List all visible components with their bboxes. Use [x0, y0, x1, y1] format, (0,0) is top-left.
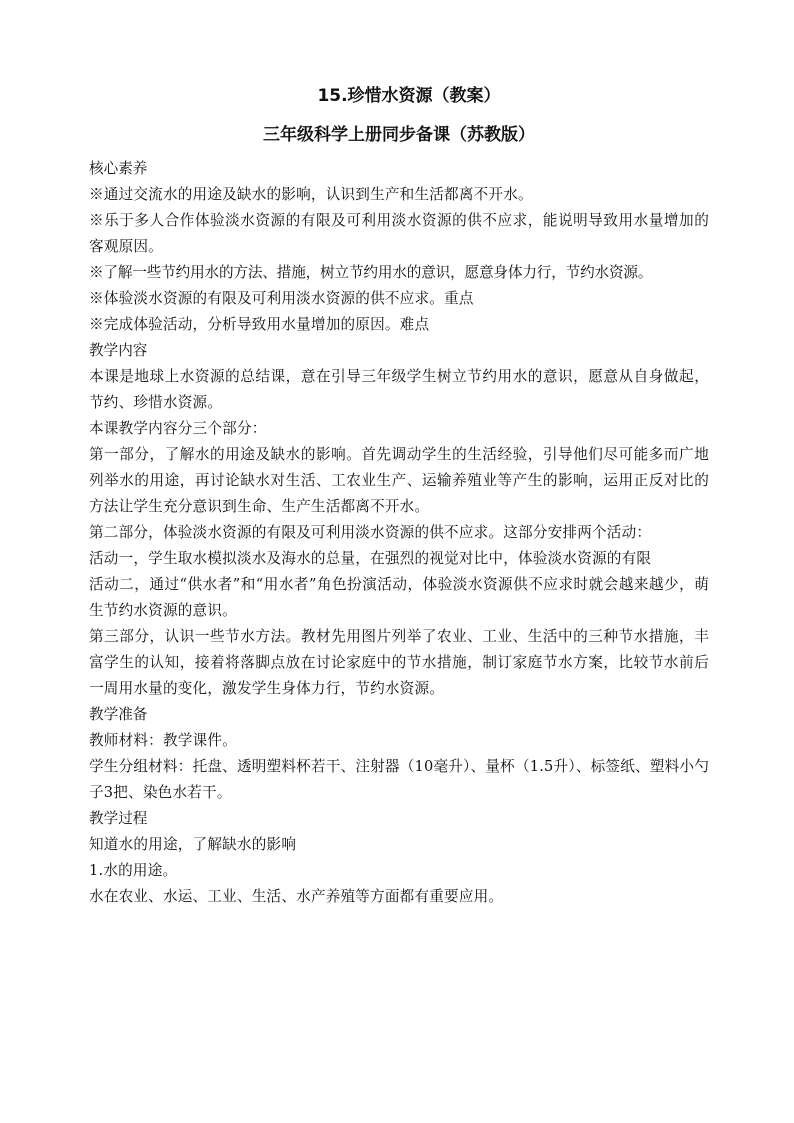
- paragraph: 学生分组材料：托盘、透明塑料杯若干、注射器（10毫升）、量杯（1.5升）、标签纸、塑料小勺子3把、染色水若干。: [89, 758, 709, 801]
- paragraph: 活动一，学生取水模拟淡水及海水的总量，在强烈的视觉对比中，体验淡水资源的有限: [89, 550, 652, 567]
- paragraph: ※乐于多人合作体验淡水资源的有限及可利用淡水资源的供不应求，能说明导致用水量增加的客观原因。: [89, 212, 709, 255]
- section-heading-teaching-content: 教学内容: [89, 342, 148, 359]
- section-heading-core-literacy: 核心素养: [89, 160, 148, 177]
- paragraph: 第二部分，体验淡水资源的有限及可利用淡水资源的供不应求。这部分安排两个活动：: [89, 524, 652, 541]
- paragraph: 第一部分，了解水的用途及缺水的影响。首先调动学生的生活经验，引导他们尽可能多而广地列举水的用途，再讨论缺水对生活、工农业生产、运输养殖业等产生的影响，运用正反对比的方法让学生充分意识到生命、生产生活都离不开水。: [89, 446, 709, 515]
- paragraph: 本课教学内容分三个部分：: [89, 420, 267, 437]
- paragraph: 本课是地球上水资源的总结课，意在引导三年级学生树立节约用水的意识，愿意从自身做起，节约、珍惜水资源。: [89, 368, 709, 411]
- paragraph: 知道水的用途，了解缺水的影响: [89, 836, 297, 853]
- document-subtitle: 三年级科学上册同步备课（苏教版）: [263, 125, 535, 145]
- paragraph: 水在农业、水运、工业、生活、水产养殖等方面都有重要应用。: [89, 888, 504, 905]
- section-heading-teaching-process: 教学过程: [89, 810, 148, 827]
- paragraph: 教师材料：教学课件。: [89, 732, 237, 749]
- document-title: 15.珍惜水资源（教案）: [317, 86, 501, 106]
- section-heading-teaching-preparation: 教学准备: [89, 706, 148, 723]
- paragraph: ※了解一些节约用水的方法、措施，树立节约用水的意识，愿意身体力行，节约水资源。: [89, 264, 653, 281]
- paragraph: 第三部分，认识一些节水方法。教材先用图片列举了农业、工业、生活中的三种节水措施，丰富学生的认知，接着将落脚点放在讨论家庭中的节水措施，制订家庭节水方案，比较节水前后一周用水量的变化，激发学生身体力行，节约水资源。: [89, 628, 709, 697]
- paragraph: 活动二，通过“供水者”和“用水者”角色扮演活动，体验淡水资源供不应求时就会越来越少，萌生节约水资源的意识。: [89, 576, 709, 619]
- paragraph: ※体验淡水资源的有限及可利用淡水资源的供不应求。重点: [89, 290, 474, 307]
- paragraph: ※通过交流水的用途及缺水的影响，认识到生产和生活都离不开水。: [89, 186, 533, 203]
- paragraph: ※完成体验活动，分析导致用水量增加的原因。难点: [89, 316, 430, 333]
- document-page: [89, 84, 709, 910]
- paragraph: 1.水的用途。: [89, 862, 178, 879]
